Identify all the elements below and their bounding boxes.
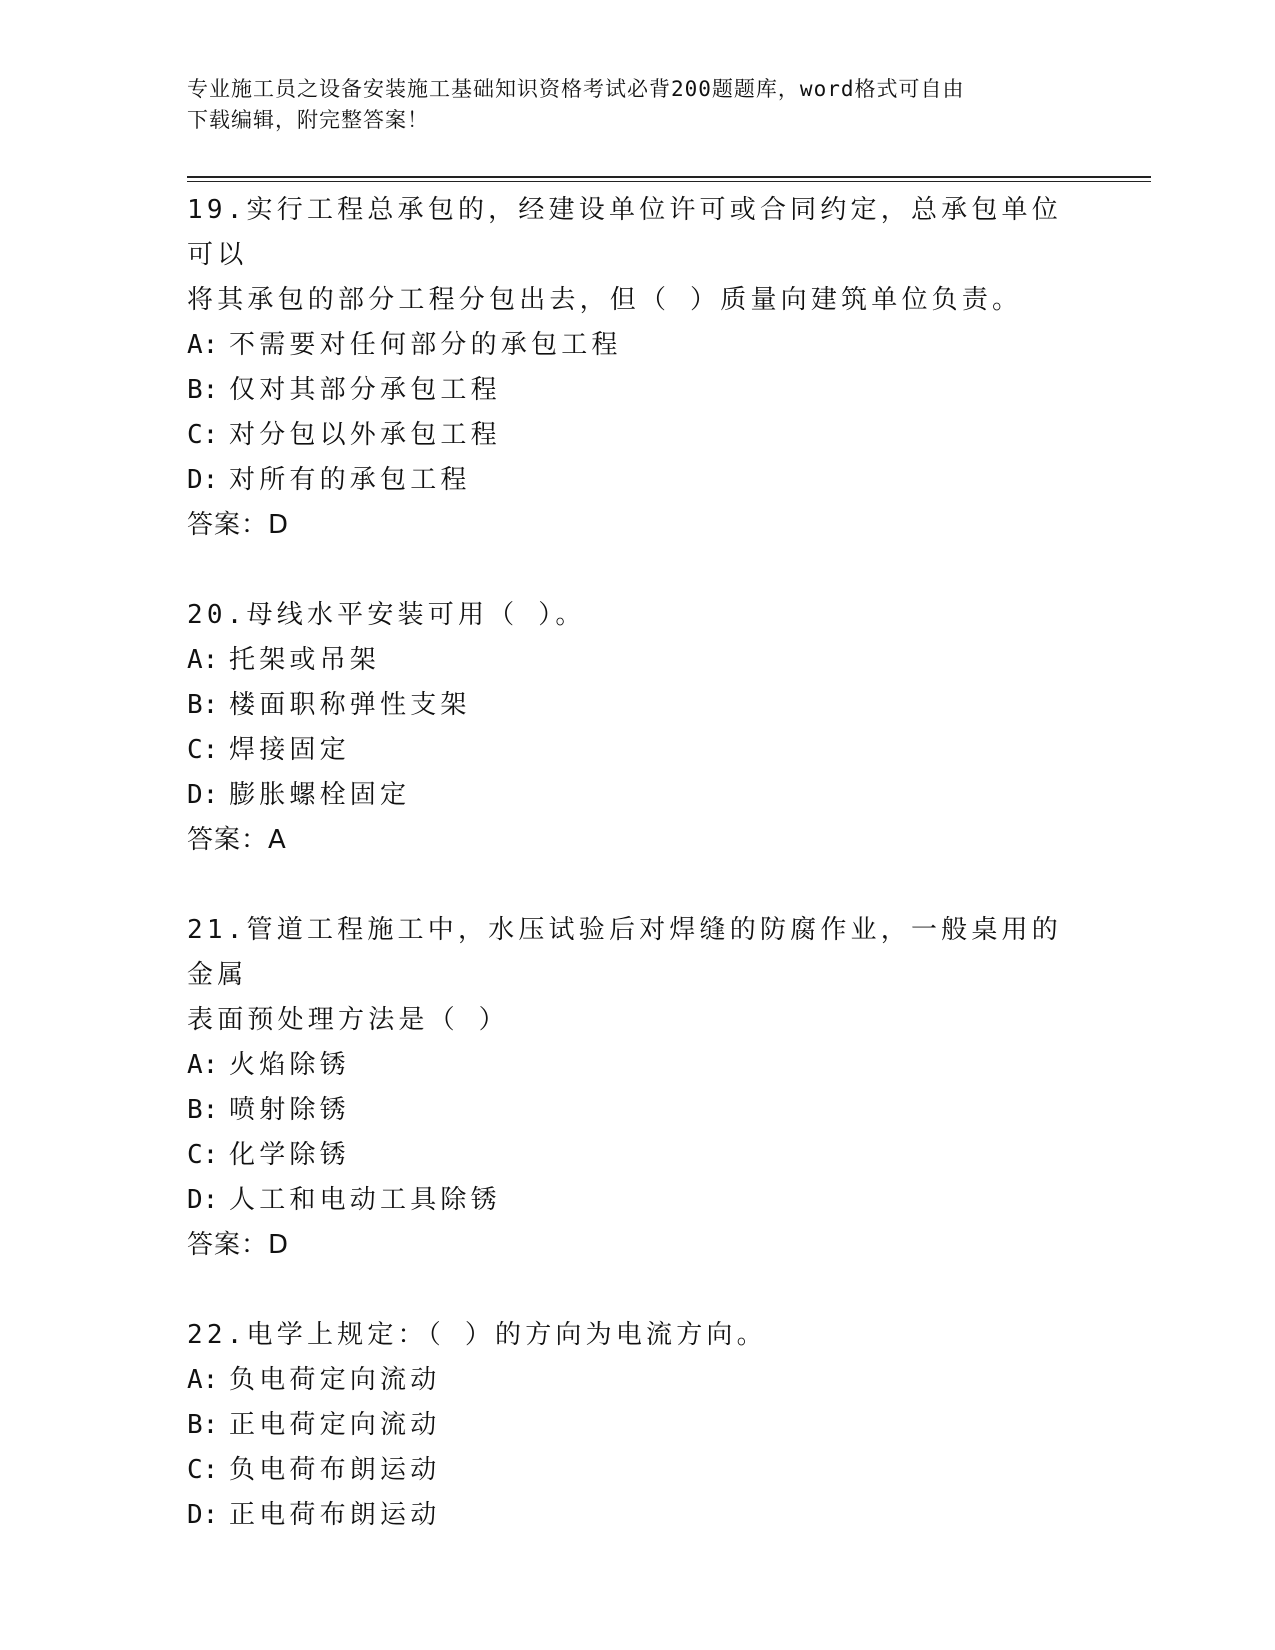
header-line-1: 专业施工员之设备安装施工基础知识资格考试必背200题题库，word格式可自由 bbox=[187, 77, 965, 101]
option-key: A: bbox=[187, 1365, 219, 1395]
option-key: C: bbox=[187, 1140, 219, 1170]
option-text: 正电荷定向流动 bbox=[229, 1410, 441, 1440]
option-b bbox=[187, 1088, 1087, 1133]
answer-line: 答案：A bbox=[187, 825, 287, 855]
option-key: A: bbox=[187, 330, 219, 360]
option-a bbox=[187, 323, 1087, 368]
option-text: 楼面职称弹性支架 bbox=[229, 690, 471, 720]
option-text: 对所有的承包工程 bbox=[229, 465, 471, 495]
option-key: A: bbox=[187, 645, 219, 675]
option-a bbox=[187, 638, 1087, 683]
question-22 bbox=[187, 1313, 1087, 1538]
option-b bbox=[187, 368, 1087, 413]
option-text: 正电荷布朗运动 bbox=[229, 1500, 441, 1530]
option-text: 对分包以外承包工程 bbox=[229, 420, 501, 450]
header-divider-thin bbox=[187, 181, 1151, 182]
option-key: C: bbox=[187, 420, 219, 450]
option-key: A: bbox=[187, 1050, 219, 1080]
answer-line: 答案：D bbox=[187, 510, 290, 540]
option-text: 仅对其部分承包工程 bbox=[229, 375, 501, 405]
option-b bbox=[187, 683, 1087, 728]
option-text: 焊接固定 bbox=[229, 735, 350, 765]
option-text: 膨胀螺栓固定 bbox=[229, 780, 411, 810]
option-text: 不需要对任何部分的承包工程 bbox=[229, 330, 622, 360]
question-stem-line: 19.实行工程总承包的，经建设单位许可或合同约定，总承包单位可以 bbox=[187, 195, 1062, 270]
question-stem-line: 22.电学上规定：（ ）的方向为电流方向。 bbox=[187, 1320, 767, 1350]
question-21 bbox=[187, 908, 1087, 1268]
option-c bbox=[187, 1133, 1087, 1178]
question-stem-line: 表面预处理方法是（ ） bbox=[187, 1005, 509, 1035]
option-key: D: bbox=[187, 1185, 219, 1215]
option-d bbox=[187, 458, 1087, 503]
option-key: D: bbox=[187, 1500, 219, 1530]
option-a bbox=[187, 1358, 1087, 1403]
document-header bbox=[187, 74, 1067, 136]
option-key: B: bbox=[187, 1410, 219, 1440]
option-text: 人工和电动工具除锈 bbox=[229, 1185, 501, 1215]
option-key: B: bbox=[187, 375, 219, 405]
option-key: C: bbox=[187, 735, 219, 765]
header-divider-thick bbox=[187, 176, 1151, 178]
option-text: 火焰除锈 bbox=[229, 1050, 350, 1080]
option-text: 喷射除锈 bbox=[229, 1095, 350, 1125]
question-list bbox=[187, 188, 1087, 1583]
question-20 bbox=[187, 593, 1087, 863]
option-c bbox=[187, 728, 1087, 773]
option-text: 负电荷布朗运动 bbox=[229, 1455, 441, 1485]
option-key: B: bbox=[187, 690, 219, 720]
option-d bbox=[187, 1178, 1087, 1223]
option-text: 托架或吊架 bbox=[229, 645, 381, 675]
option-key: D: bbox=[187, 780, 219, 810]
option-d bbox=[187, 773, 1087, 818]
question-stem-line: 将其承包的部分工程分包出去，但（ ）质量向建筑单位负责。 bbox=[187, 285, 1023, 315]
option-a bbox=[187, 1043, 1087, 1088]
question-19 bbox=[187, 188, 1087, 548]
option-text: 负电荷定向流动 bbox=[229, 1365, 441, 1395]
option-key: B: bbox=[187, 1095, 219, 1125]
option-c bbox=[187, 413, 1087, 458]
option-text: 化学除锈 bbox=[229, 1140, 350, 1170]
question-stem-line: 21.管道工程施工中，水压试验后对焊缝的防腐作业，一般桌用的金属 bbox=[187, 915, 1062, 990]
header-line-2: 下载编辑，附完整答案！ bbox=[187, 108, 429, 132]
answer-line: 答案：D bbox=[187, 1230, 290, 1260]
option-d bbox=[187, 1493, 1087, 1538]
option-key: C: bbox=[187, 1455, 219, 1485]
option-key: D: bbox=[187, 465, 219, 495]
option-b bbox=[187, 1403, 1087, 1448]
question-stem-line: 20.母线水平安装可用（ ）。 bbox=[187, 600, 586, 630]
option-c bbox=[187, 1448, 1087, 1493]
